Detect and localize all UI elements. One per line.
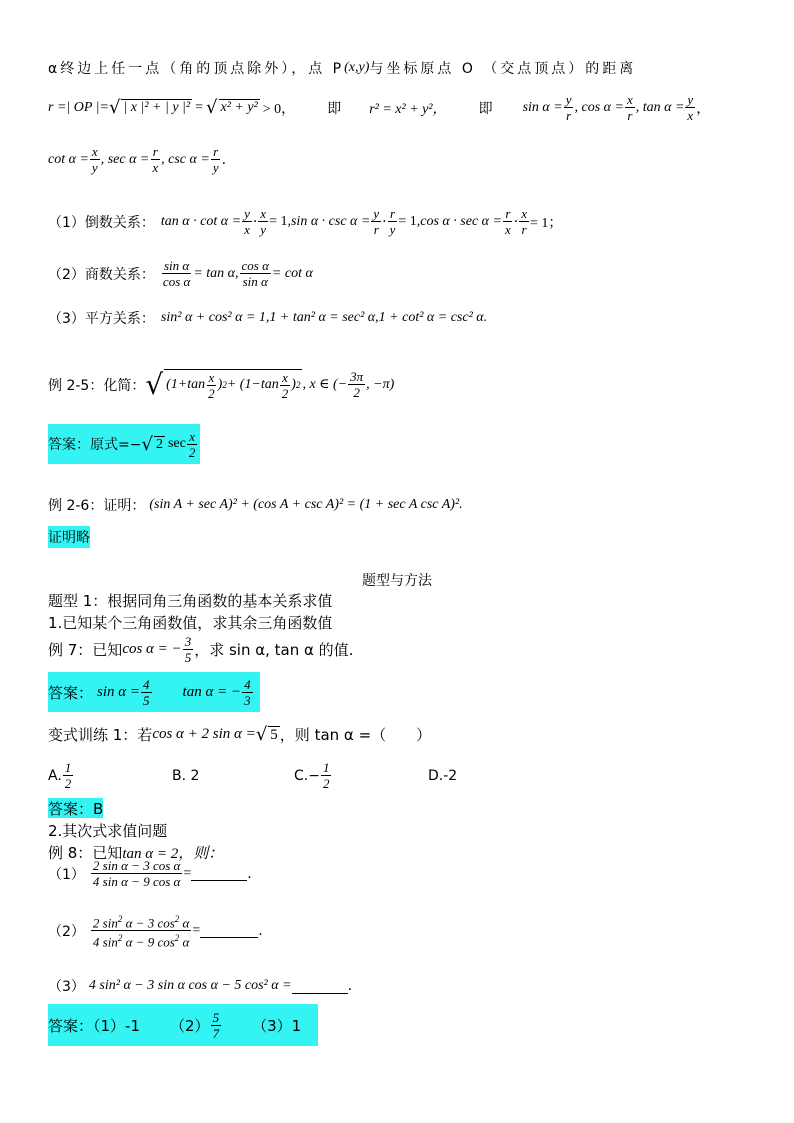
intro-text-c: 与坐标原点 O （交点顶点）的距离 xyxy=(369,61,637,77)
frac-y-r-2: $\frac{y}{r}$ xyxy=(373,206,380,237)
tan-def: , tan α = xyxy=(635,99,685,115)
question-1: （1） $\frac{\text{2 sin α − 3 cos α}}{\text{4 sin α − 9 cos α}}$ = . xyxy=(48,858,252,889)
eq-one-3: = 1； xyxy=(529,215,563,231)
relation-2-label: （2）商数关系： xyxy=(48,266,155,283)
example-8-answer xyxy=(48,1004,318,1046)
intro-line-1 xyxy=(48,58,636,78)
frac-x-r-2: $\frac{x}{r}$ xyxy=(521,206,527,237)
answer-prefix-2-5: 答案：原式=− xyxy=(48,437,142,453)
sin-def: sin α = xyxy=(522,99,563,115)
frac-3pi-2: $\frac{3\pi}{2}$ xyxy=(350,369,364,400)
quotient-eq-2: = cot α xyxy=(271,265,313,281)
frac-x-y-2: $\frac{x}{y}$ xyxy=(260,206,267,237)
sec-def: , sec α = xyxy=(100,151,150,167)
frac-x-2-a: x 2 xyxy=(208,369,215,401)
question-2-label: （2） xyxy=(48,923,85,940)
eq-one-1: = 1, xyxy=(269,213,291,229)
question-2: （2） $\frac{2 \sin^2 \alpha - 3 \cos^2 \alpha}{4 \sin^2 \alpha - 9 \cos^2 \alpha}$ = . xyxy=(48,914,263,950)
sqrt-sign-5: √ xyxy=(255,724,268,745)
q2-blank[interactable] xyxy=(200,923,258,938)
q1-blank[interactable] xyxy=(191,866,247,881)
variant-1-answer: 答案：B xyxy=(48,799,104,818)
frac-r-y-2: $\frac{r}{y}$ xyxy=(389,206,396,237)
q1-eq: = xyxy=(183,865,192,881)
variant-1-tail: ，则 tan α =（ ） xyxy=(279,726,432,744)
sin-answer: sin α = xyxy=(97,683,141,700)
tan-cot-product: tan α · cot α = xyxy=(160,213,242,229)
q1-fraction: $\frac{\text{2 sin α − 3 cos α}}{\text{4 sin α − 9 cos α}}$ xyxy=(92,858,181,889)
subheading-2: 2.其次式求值问题 xyxy=(48,822,168,840)
variant-1 xyxy=(48,724,431,745)
frac-cos-sin: $\frac{\text{cos α}}{\text{sin α}}$ xyxy=(241,258,269,289)
example-8-answer-1: 答案：（1）-1 xyxy=(48,1016,141,1035)
gt-zero: > 0， xyxy=(262,101,296,117)
q3-blank[interactable] xyxy=(292,979,348,994)
example-7 xyxy=(48,634,353,665)
sin-csc-product: sin α · csc α = xyxy=(290,213,371,229)
sqrt-sign-1: √ xyxy=(108,97,121,118)
domain-suffix: , −π) xyxy=(366,376,395,392)
ji-1: 即 xyxy=(327,100,342,117)
sqrt-five: 5 xyxy=(270,726,278,743)
example-8-answer-2-label: （2） xyxy=(170,1016,210,1035)
frac-x-2-c: x 2 xyxy=(188,428,196,460)
q2-fraction: $\frac{2 \sin^2 \alpha - 3 \cos^2 \alpha}{4 \sin^2 \alpha - 9 \cos^2 \alpha}$ xyxy=(92,914,190,950)
frac-4-5: $\frac{4}{5}$ xyxy=(143,676,150,708)
frac-3-5: $\frac{3}{5}$ xyxy=(184,634,192,665)
option-a-label: A. xyxy=(48,767,62,784)
question-3: （3） 4 sin² α − 3 sin α cos α − 5 cos² α = . xyxy=(48,978,353,995)
option-b: B. 2 xyxy=(172,768,200,784)
proof-omitted xyxy=(48,526,90,548)
eq-sign: = xyxy=(195,99,204,115)
sqrt-two: 2 xyxy=(155,436,163,452)
sec-label: sec xyxy=(167,436,186,451)
subheading-1: 1.已知某个三角函数值，求其余三角函数值 xyxy=(48,614,333,632)
variant-1-label: 变式训练 1：若 xyxy=(48,726,153,744)
frac-r-x: $\frac{r}{x}$ xyxy=(152,144,159,175)
quotient-eq-1: = tan α, xyxy=(193,265,239,281)
csc-def: , csc α = xyxy=(161,151,210,167)
example-8-answer-3: （3）1 xyxy=(252,1016,302,1035)
frac-sin-cos: $\frac{\text{sin α}}{\text{cos α}}$ xyxy=(162,258,191,289)
example-2-5 xyxy=(48,368,394,401)
frac-y-r: $\frac{y}{r}$ xyxy=(565,92,572,123)
frac-5-7: 5 7 xyxy=(212,1009,220,1041)
frac-y-x-2: $\frac{y}{x}$ xyxy=(244,206,250,237)
point-coords: (x,y) xyxy=(344,60,370,75)
r-definition: r =| OP |= xyxy=(48,99,109,115)
relation-3-label: （3）平方关系： xyxy=(48,311,155,327)
radicand-2: x² + y² xyxy=(220,100,258,115)
option-a xyxy=(48,760,74,791)
frac-1-2-b: $\frac{1}{2}$ xyxy=(322,760,330,791)
type-1-heading: 题型 1：根据同角三角函数的基本关系求值 xyxy=(48,592,333,610)
option-d: D.-2 xyxy=(428,768,458,784)
sqrt-sign-3: √ xyxy=(145,368,164,401)
frac-x-2-b: x 2 xyxy=(281,369,289,401)
example-2-6 xyxy=(48,494,463,516)
domain-prefix: , x ∈ (− xyxy=(302,377,348,392)
frac-4-3: $\frac{4}{3}$ xyxy=(244,676,251,708)
proof-expression: (sin A + sec A)² + (cos A + csc A)² = (1 + sec A csc A)². xyxy=(149,497,463,512)
cos-def: , cos α = xyxy=(574,99,624,115)
q3-expression: 4 sin² α − 3 sin α cos α − 5 cos² α = xyxy=(88,978,292,993)
question-1-label: （1） xyxy=(48,866,85,883)
example-7-tail: ，求 sin α, tan α 的值. xyxy=(194,641,354,659)
radicand-1: | x |² + | y |² xyxy=(123,100,191,115)
intro-text-a: α终边上任一点（角的顶点除外），点 P xyxy=(48,61,345,77)
frac-1-2-a: 1 2 xyxy=(64,760,72,791)
tan-answer: tan α = − xyxy=(182,683,242,700)
eq-one-2: = 1, xyxy=(398,213,421,229)
example-2-6-label: 例 2-6：证明： xyxy=(48,498,146,514)
r-squared: r² = x² + y²， xyxy=(369,101,447,117)
relation-1: （1）倒数关系： tan α · cot α = $\frac{y}{x}$ · $\frac{x}{y}$ = 1, sin α · csc α = $\frac{y}{r}$ · $\frac{r}{y}$ = 1, cos α · sec α = $\frac{r}{x}$ · $\frac{x}{r}$ = 1； xyxy=(48,206,563,237)
ji-2: 即 xyxy=(478,100,493,117)
question-3-label: （3） xyxy=(48,979,85,995)
example-7-label: 例 7：已知 xyxy=(48,641,123,659)
option-c-label: C.− xyxy=(294,767,320,784)
square-identities: sin² α + cos² α = 1,1 + tan² α = sec² α,1 + cot² α = csc² α. xyxy=(160,310,488,325)
example-8-label: 例 8：已知 xyxy=(48,844,123,862)
section-title: 题型与方法 xyxy=(362,573,432,589)
example-2-5-label: 例 2-5：化简： xyxy=(48,377,146,394)
sqrt-sign-4: √ xyxy=(141,433,153,455)
relation-1-label: （1）倒数关系： xyxy=(48,214,155,231)
option-c xyxy=(294,760,332,791)
simplify-radicand: (1+tan x 2 ) 2 + (1−tan x 2 ) 2 xyxy=(166,369,301,401)
intro-line-3: cot α = $\frac{x}{y}$ , sec α = $\frac{r}{x}$ , csc α = $\frac{r}{y}$ . xyxy=(48,144,227,175)
example-7-answer-label: 答案： xyxy=(48,683,94,702)
frac-x-r: $\frac{x}{r}$ xyxy=(626,92,633,123)
cos-given: cos α = − xyxy=(122,641,182,657)
relation-2 xyxy=(48,258,313,289)
q2-eq: = xyxy=(192,922,201,938)
frac-x-y: $\frac{x}{y}$ xyxy=(91,144,98,175)
variant-1-expr: cos α + 2 sin α = xyxy=(152,726,256,742)
frac-r-x-2: $\frac{r}{x}$ xyxy=(504,206,511,237)
cot-def: cot α = xyxy=(48,151,89,167)
example-2-5-answer xyxy=(48,424,200,464)
frac-y-x: $\frac{y}{x}$ xyxy=(687,92,694,123)
example-8-condition: tan α = 2，则： xyxy=(122,846,224,862)
intro-line-2: r =| OP |= √ | x |² + | y |² = √ x² + y² > 0， 即 r² = x² + y²， 即 sin α = $\frac{y}{r}$ , cos α = $\frac{x}{r}$ , tan α = $\frac{y}{x}$ ， xyxy=(48,92,711,123)
proof-omitted-text: 证明略 xyxy=(48,530,90,546)
frac-r-y: $\frac{r}{y}$ xyxy=(212,144,219,175)
relation-3 xyxy=(48,308,487,328)
sqrt-sign-2: √ xyxy=(206,97,218,118)
example-7-answer xyxy=(48,672,260,712)
cos-sec-product: cos α · sec α = xyxy=(420,213,502,229)
